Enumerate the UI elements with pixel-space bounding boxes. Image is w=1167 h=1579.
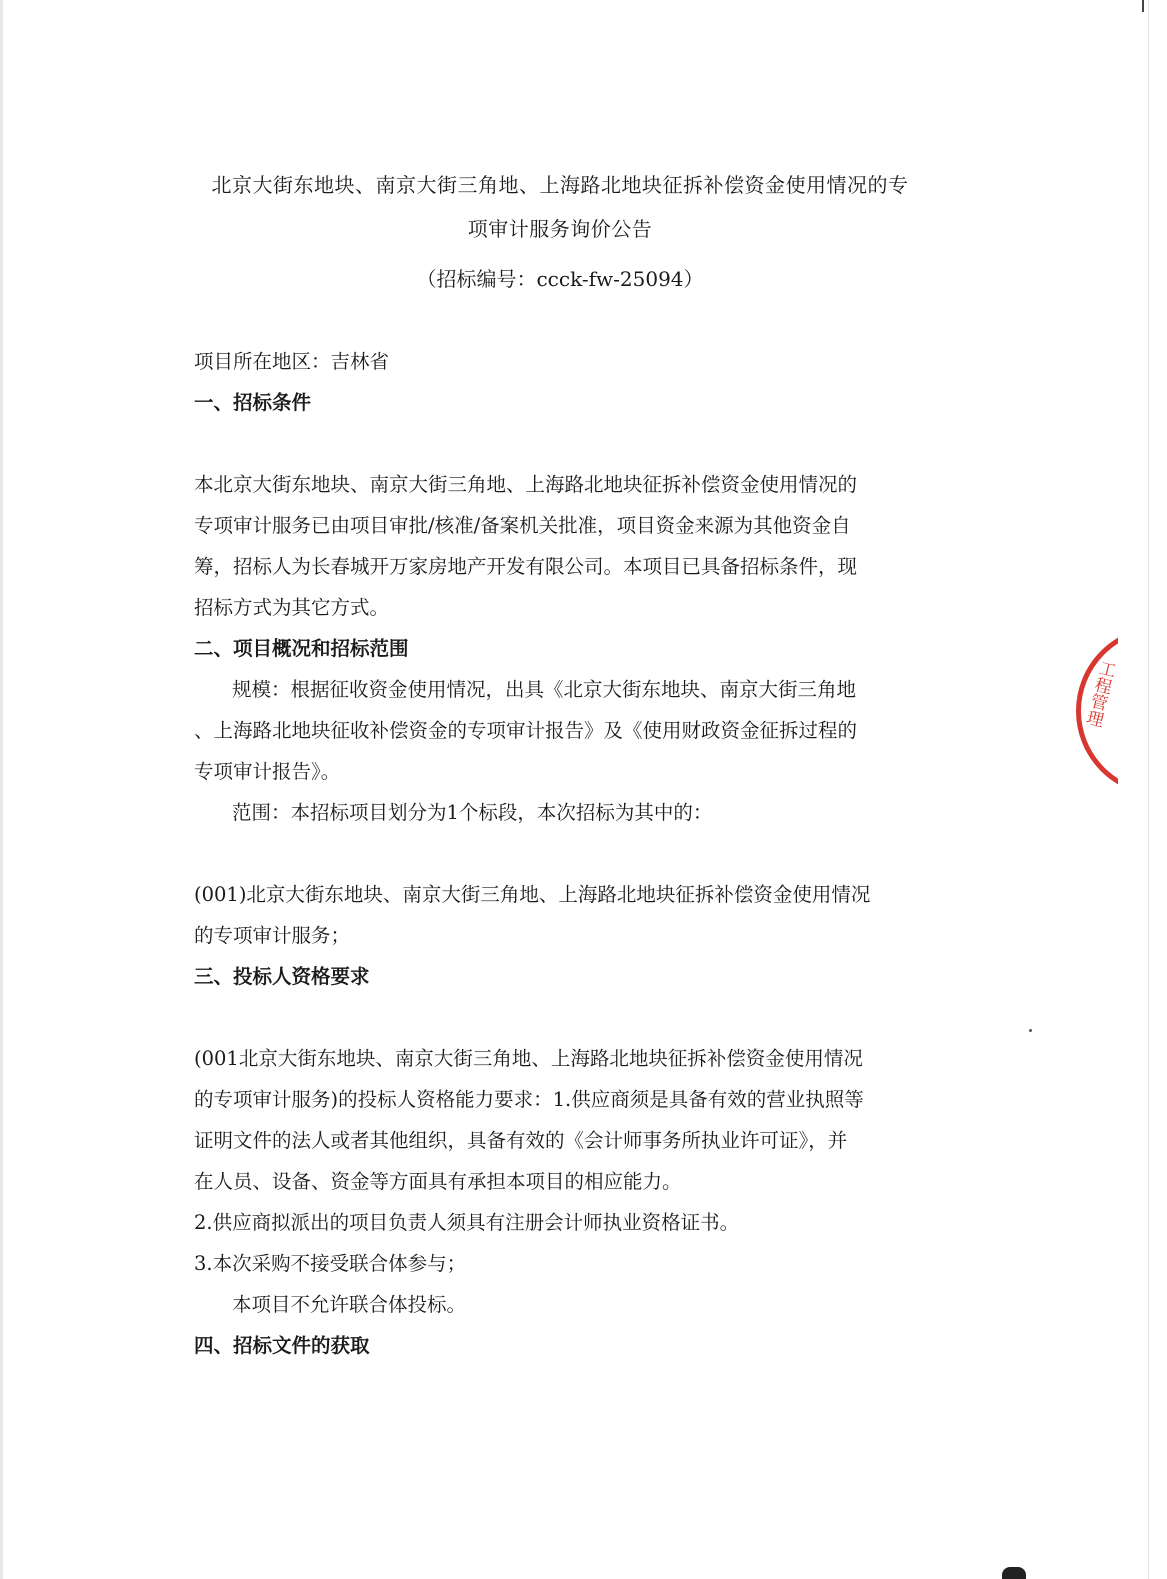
- section-4-heading: 四、招标文件的获取: [194, 1334, 370, 1357]
- title-line-1: 北京大街东地块、南京大街三角地、上海路北地块征拆补偿资金使用情况的专: [211, 173, 909, 197]
- section-1-para-line: 专项审计服务已由项目审批/核准/备案机关批准，项目资金来源为其他资金自: [194, 514, 851, 537]
- project-region: 项目所在地区：吉林省: [194, 350, 390, 373]
- seal-text: 工程管理: [1081, 657, 1118, 729]
- scope-line: 范围：本招标项目划分为1个标段，本次招标为其中的：: [232, 801, 713, 824]
- section-1-heading: 一、招标条件: [194, 391, 312, 414]
- requirement-item-3: 3.本次采购不接受联合体参与；: [194, 1252, 467, 1275]
- section-1-para-line: 筹，招标人为长春城开万家房地产开发有限公司。本项目已具备招标条件，现: [194, 555, 858, 578]
- lot-line: (001)北京大街东地块、南京大街三角地、上海路北地块征拆补偿资金使用情况: [194, 883, 871, 906]
- scale-line: 专项审计报告》。: [194, 760, 341, 783]
- page-edge-right: [1148, 0, 1149, 1579]
- official-seal: [1070, 626, 1118, 796]
- qualification-line: 的专项审计服务)的投标人资格能力要求：1.供应商须是具备有效的营业执照等: [194, 1088, 864, 1111]
- section-1-para-line: 本北京大街东地块、南京大街三角地、上海路北地块征拆补偿资金使用情况的: [194, 473, 858, 496]
- bid-number: （招标编号：ccck-fw-25094）: [416, 267, 704, 291]
- page-edge: [0, 0, 3, 1579]
- document-title: [160, 163, 960, 301]
- section-3-heading: 三、投标人资格要求: [194, 965, 370, 988]
- section-1-para-line: 招标方式为其它方式。: [194, 596, 390, 619]
- scale-line: 规模：根据征收资金使用情况，出具《北京大街东地块、南京大街三角地: [232, 678, 857, 701]
- corner-mark: [1142, 0, 1144, 12]
- scan-speck: [1029, 1029, 1032, 1032]
- scale-line: 、上海路北地块征收补偿资金的专项审计报告》及《使用财政资金征拆过程的: [194, 719, 858, 742]
- consortium-note: 本项目不允许联合体投标。: [232, 1293, 467, 1316]
- qualification-line: 证明文件的法人或者其他组织，具备有效的《会计师事务所执业许可证》，并: [194, 1129, 848, 1152]
- title-line-2: 项审计服务询价公告: [467, 217, 653, 241]
- lot-line: 的专项审计服务；: [194, 924, 351, 947]
- qualification-line: 在人员、设备、资金等方面具有承担本项目的相应能力。: [194, 1170, 682, 1193]
- qualification-line: (001北京大街东地块、南京大街三角地、上海路北地块征拆补偿资金使用情况: [194, 1047, 863, 1070]
- bottom-corner-mark: [1002, 1567, 1026, 1579]
- document-body: [194, 341, 934, 1366]
- requirement-item-2: 2.供应商拟派出的项目负责人须具有注册会计师执业资格证书。: [194, 1211, 740, 1234]
- section-2-heading: 二、项目概况和招标范围: [194, 637, 409, 660]
